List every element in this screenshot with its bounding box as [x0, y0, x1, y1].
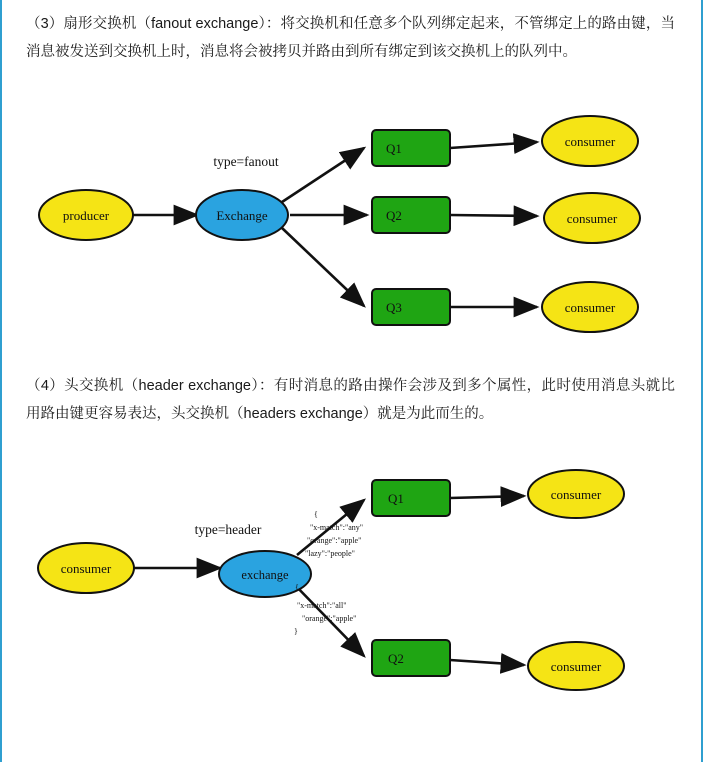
exchange-label: Exchange	[216, 208, 268, 223]
queue-node-q2[interactable]	[372, 197, 450, 233]
binding-json-2-line-2: "orange":"apple"	[302, 614, 357, 623]
queue-label-q2: Q2	[388, 651, 404, 666]
fanout-diagram	[2, 100, 703, 355]
queue-node-q1[interactable]	[372, 130, 450, 166]
producer-label: producer	[62, 208, 110, 223]
consumer-node-1[interactable]	[528, 470, 624, 518]
binding-json-1-line-2: "orange":"apple"	[307, 536, 362, 545]
binding-json-2	[294, 583, 356, 636]
consumer-label-3: consumer	[564, 300, 616, 315]
binding-json-2-line-3: }	[294, 627, 298, 636]
producer-label: consumer	[60, 561, 112, 576]
exchange-node[interactable]	[196, 190, 288, 240]
producer-node[interactable]	[38, 543, 134, 593]
edge-exchange-q3	[282, 228, 364, 306]
header-paragraph: （4）头交换机（header exchange）：有时消息的路由操作会涉及到多个属性，此时使用消息头就比用路由键更容易表达，头交换机（headers exchange）就是为此而生的。	[26, 378, 675, 422]
queue-node-q2[interactable]	[372, 640, 450, 676]
header-diagram	[2, 460, 703, 710]
queue-node-q3[interactable]	[372, 289, 450, 325]
edge-exchange-q1	[282, 148, 364, 202]
consumer-node-1[interactable]	[542, 116, 638, 166]
consumer-label-1: consumer	[550, 487, 602, 502]
consumer-node-2[interactable]	[544, 193, 640, 243]
edge-q2-consumer	[450, 215, 537, 216]
queue-label-q3: Q3	[386, 300, 402, 315]
queue-label-q2: Q2	[386, 208, 402, 223]
edge-q1-consumer	[450, 496, 524, 498]
binding-json-2-line-0: {	[295, 583, 299, 592]
edge-q2-consumer	[450, 660, 524, 665]
binding-json-1	[305, 510, 363, 558]
binding-json-1-line-3: "lazy":"people"	[305, 549, 355, 558]
binding-json-1-line-1: "x-match":"any"	[310, 523, 364, 532]
consumer-node-3[interactable]	[542, 282, 638, 332]
consumer-label-2: consumer	[566, 211, 618, 226]
queue-label-q1: Q1	[388, 491, 404, 506]
consumer-label-2: consumer	[550, 659, 602, 674]
binding-json-1-line-0: {	[314, 510, 318, 519]
queue-label-q1: Q1	[386, 141, 402, 156]
queue-node-q1[interactable]	[372, 480, 450, 516]
fanout-paragraph: （3）扇形交换机（fanout exchange）：将交换机和任意多个队列绑定起来，不管绑定上的路由键，当消息被发送到交换机上时，消息将会被拷贝并路由到所有绑定到该交换机上的队列中。	[26, 16, 675, 60]
edge-q1-consumer	[450, 142, 537, 148]
producer-node[interactable]	[39, 190, 133, 240]
consumer-node-2[interactable]	[528, 642, 624, 690]
edge-type-label: type=fanout	[213, 154, 279, 169]
binding-json-2-line-1: "x-match":"all"	[297, 601, 347, 610]
consumer-label-1: consumer	[564, 134, 616, 149]
exchange-label: exchange	[241, 568, 289, 582]
edge-type-label: type=header	[194, 522, 262, 537]
